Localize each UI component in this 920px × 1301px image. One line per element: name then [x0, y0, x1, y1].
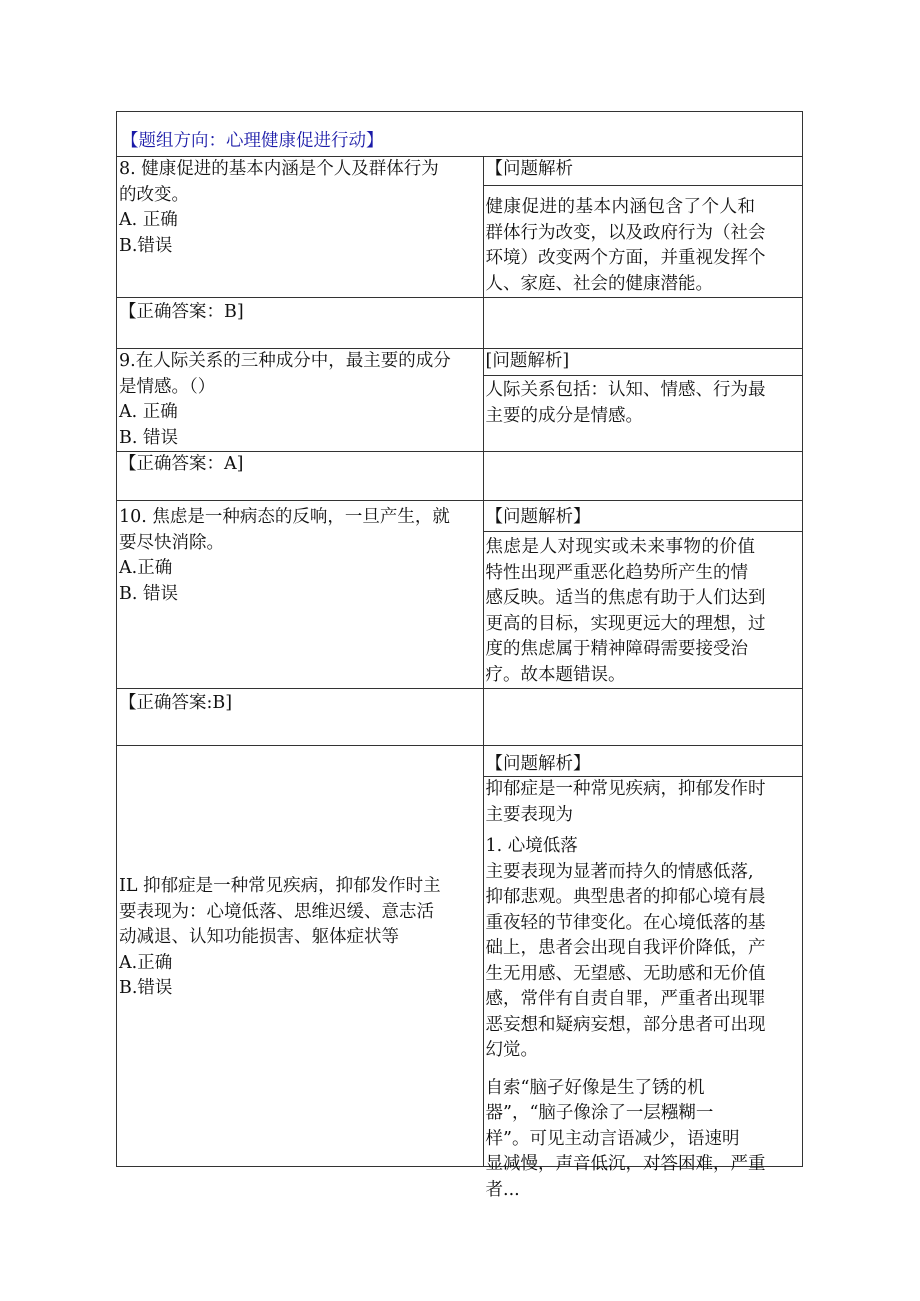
analysis-cell	[483, 349, 802, 452]
option-b: B. 错误	[119, 427, 178, 448]
stem-line: 8. 健康促进的基本内涵是个人及群体行为	[119, 159, 439, 179]
analysis-line: 恶妄想和疑病妄想，部分患者可出现	[485, 1014, 766, 1035]
analysis-line: 主要的成分是情感。	[485, 405, 644, 426]
analysis-line: 疗。故本题错误。	[485, 664, 626, 685]
question-stem-cell	[117, 349, 484, 452]
stem-line: 9.在人际关系的三种成分中，最主要的成分	[119, 351, 451, 371]
answer-cell	[117, 689, 484, 746]
analysis-line: 人、家庭、社会的健康潜能。	[485, 273, 714, 294]
analysis-line: 健康促进的基本内涵包含了个人和	[485, 197, 756, 217]
option-a: A. 正确	[119, 402, 178, 422]
stem-line: IL 抑郁症是一种常见疾病，抑郁发作时主	[119, 876, 441, 897]
analysis-line: 人际关系包括：认知、情感、行为最	[485, 380, 766, 400]
analysis-line: 幻觉。	[485, 1040, 539, 1060]
question-table	[116, 111, 803, 1200]
analysis-line: 重夜轻的节律变化。在心境低落的基	[485, 912, 766, 933]
analysis-cell	[483, 501, 802, 689]
stem-line: 是情感。（）	[119, 376, 216, 397]
analysis-intro-line: 主要表现为	[485, 804, 574, 825]
answer-cell	[117, 298, 484, 349]
correct-answer: 【正确答案：B]	[119, 302, 244, 322]
question-row	[117, 501, 803, 689]
analysis-line: 焦虑是人对现实或未来事物的价值	[485, 537, 756, 557]
analysis-line: 感反映。适当的焦虑有助于人们达到	[485, 588, 766, 608]
analysis-subheading: 1. 心境低落	[485, 836, 578, 856]
analysis-cell	[483, 157, 802, 298]
section-title: 【题组方向：心理健康促进行动】	[121, 130, 384, 151]
analysis-extra-line: 显减慢，声音低沉，对答困难，严重	[485, 1154, 766, 1174]
analysis-intro-line: 抑郁症是一种常见疾病，抑郁发作时	[485, 779, 766, 799]
correct-answer: 【正确答案:B]	[119, 693, 233, 713]
stem-line: 10. 焦虑是一种病态的反响，一旦产生，就	[119, 507, 450, 527]
analysis-extra-line: 者...	[485, 1179, 520, 1200]
answer-cell	[117, 452, 484, 501]
analysis-line: 抑郁悲观。典型患者的抑郁心境有晨	[485, 887, 766, 907]
question-stem-cell	[117, 157, 484, 298]
analysis-line: 群体行为改变，以及政府行为（社会	[485, 222, 766, 243]
analysis-extra-line: 样”。可见主动言语减少，语速明	[485, 1128, 740, 1149]
question-stem-cell	[117, 501, 484, 689]
correct-answer: 【正确答案：A]	[119, 454, 244, 474]
analysis-line: 感，常伴有自责自罪，严重者出现罪	[485, 989, 766, 1009]
analysis-extra-line: 自索“脑孑好像是生了锈的机	[485, 1077, 705, 1098]
empty-cell	[483, 452, 802, 501]
analysis-label: 【问题解析】	[485, 754, 591, 774]
option-b: B. 错误	[119, 583, 178, 604]
analysis-label: [问题解析]	[485, 351, 570, 371]
analysis-label: 【问题解析】	[485, 507, 591, 527]
analysis-line: 更高的目标，实现更远大的理想，过	[485, 613, 766, 634]
analysis-label: 【问题解析	[485, 159, 574, 179]
analysis-line: 环境）改变两个方面，并重视发挥个	[485, 248, 766, 268]
analysis-extra-line: 器”，“脑子像涂了一层糨糊一	[485, 1103, 714, 1123]
analysis-cell	[483, 746, 802, 1200]
analysis-line: 础上，患者会出现自我评价降低，产	[485, 938, 766, 958]
empty-cell	[483, 689, 802, 746]
empty-cell	[483, 298, 802, 349]
option-a: A. 正确	[119, 210, 178, 230]
question-stem-cell	[117, 746, 484, 1167]
question-row	[117, 157, 803, 298]
stem-line: 要尽快消除。	[119, 532, 224, 553]
stem-line: 动减退、认知功能损害、躯体症状等	[119, 927, 399, 948]
stem-line: 的改变。	[119, 184, 189, 205]
analysis-line: 度的焦虑属于精神障碍需要接受治	[485, 639, 749, 659]
analysis-line: 特性出现严重恶化趋势所产生的情	[485, 562, 749, 583]
option-b: B.错误	[119, 235, 173, 256]
stem-line: 要表现为：心境低落、思维迟缓、意志活	[119, 901, 434, 922]
question-row	[117, 746, 803, 1167]
analysis-line: 生无用感、无望感、无助感和无价值	[485, 963, 766, 984]
option-b: B.错误	[119, 978, 173, 999]
question-row	[117, 349, 803, 452]
section-header	[117, 112, 803, 157]
option-a: A.正确	[119, 558, 173, 578]
analysis-line: 主要表现为显著而持久的情感低落,	[485, 861, 754, 882]
option-a: A.正确	[119, 952, 173, 973]
